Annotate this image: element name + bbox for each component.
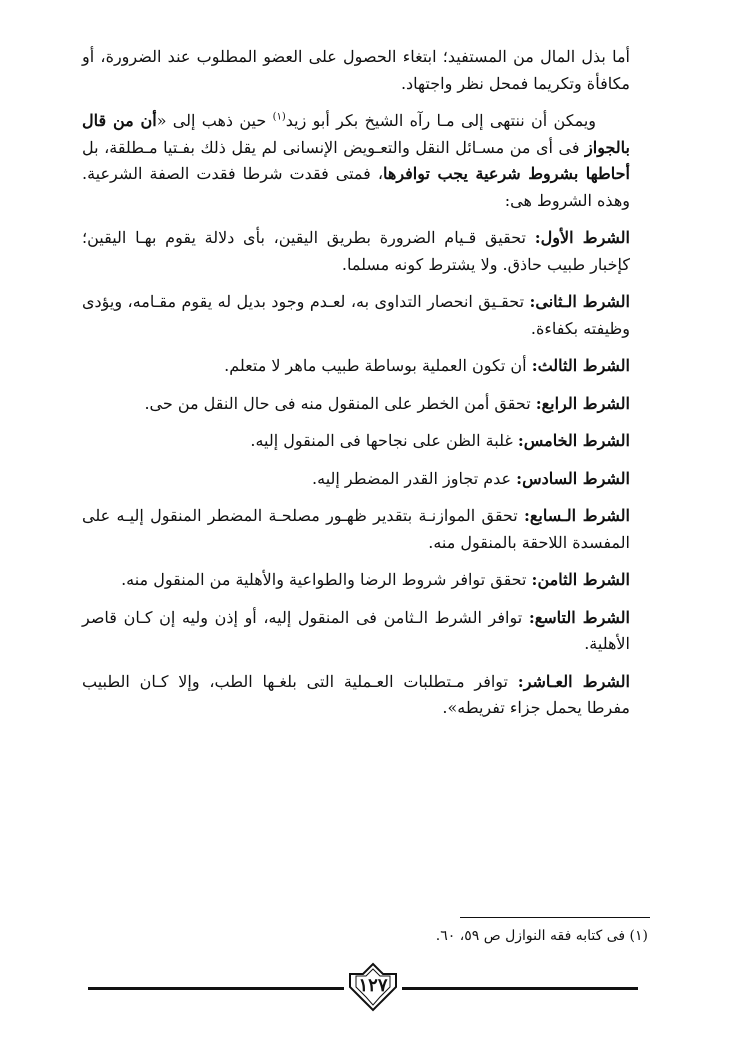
para2-mid: حين ذهب إلى « xyxy=(156,111,273,130)
condition-4 xyxy=(82,391,630,418)
condition-label: الشرط الـثانى: xyxy=(529,292,630,311)
condition-6 xyxy=(82,466,630,493)
para2-bold-2: أحاطها بشروط شرعية يجب توافرها xyxy=(383,164,630,183)
condition-text: تحقيق قـيام الضرورة بطريق اليقين، بأى دلالة يقوم بهـا اليقين؛ كإخبار طبيب حاذق. ولا يشترط كونه مسلما. xyxy=(82,228,630,274)
bottom-rule-right xyxy=(402,987,638,990)
condition-label: الشرط الثالث: xyxy=(531,356,630,375)
page-number-badge xyxy=(346,962,400,1012)
condition-10 xyxy=(82,669,630,722)
condition-text: عدم تجاوز القدر المضطر إليه. xyxy=(312,468,517,488)
footnote-ref: (١) xyxy=(272,111,286,123)
condition-label: الشرط الخامس: xyxy=(517,431,630,450)
condition-label: الشرط الـسابع: xyxy=(523,506,630,525)
condition-text: أن تكون العملية بوساطة طبيب ماهر لا متعلم. xyxy=(224,356,532,375)
condition-7 xyxy=(82,503,630,556)
para2-mid-2: فى أى من مسـائل النقل والتعـويض الإنسانى لم يقل ذلك بفـتيا مـطلقة، بل xyxy=(82,137,586,157)
condition-text: تحقـيق انحصار التداوى به، لعـدم وجود بديل له يقوم مقـامه، ويؤدى وظيفته بكفاءة. xyxy=(82,292,630,338)
para2-bold-1: أن من قال بالجواز xyxy=(82,111,630,157)
para2-end: ، فمتى فقدت شرطا فقدت الصفة الشرعية. وهذه الشروط هى: xyxy=(82,164,630,210)
condition-label: الشرط العـاشر: xyxy=(517,671,630,691)
condition-2 xyxy=(82,289,630,342)
footnote: (١) فى كتابه فقه النوازل ص ٥٩، ٦٠. xyxy=(435,928,648,944)
body-text xyxy=(82,44,630,733)
condition-3 xyxy=(82,353,630,380)
bottom-rule-left xyxy=(88,987,344,990)
condition-text: تحقق الموازنـة بتقدير ظهـور مصلحـة المضطر المنقول إليـه على المفسدة اللاحقة بالمنقول منه. xyxy=(82,506,630,552)
condition-text: توافر مـتطلبات العـملية التى بلغـها الطب، وإلا كـان الطبيب مفرطا يحمل جزاء تفريطه». xyxy=(82,671,630,717)
condition-text: غلبة الظن على نجاحها فى المنقول إليه. xyxy=(250,431,518,450)
condition-text: تحقق أمن الخطر على المنقول منه فى حال النقل من حى. xyxy=(144,393,536,413)
condition-label: الشرط الأول: xyxy=(534,228,630,247)
condition-1 xyxy=(82,225,630,278)
paragraph-conditions-intro xyxy=(82,108,630,214)
footnote-divider xyxy=(460,917,650,918)
page-number: ١٢٧ xyxy=(358,975,388,996)
condition-9 xyxy=(82,605,630,658)
condition-label: الشرط التاسع: xyxy=(528,607,631,627)
condition-text: تحقق توافر شروط الرضا والطواعية والأهلية من المنقول منه. xyxy=(121,570,532,589)
paragraph-intro: أما بذل المال من المستفيد؛ ابتغاء الحصول على العضو المطلوب عند الضرورة، أو مكافأة وتكريما فمحل نظر واجتهاد. xyxy=(82,47,630,93)
condition-label: الشرط الرابع: xyxy=(535,393,630,413)
condition-text: توافر الشرط الـثامن فى المنقول إليه، أو إذن وليه إن كـان قاصر الأهلية. xyxy=(82,607,630,653)
condition-label: الشرط السادس: xyxy=(516,468,630,488)
para2-start: ويمكن أن ننتهى إلى مـا رآه الشيخ بكر أبو زيد xyxy=(285,111,597,130)
condition-label: الشرط الثامن: xyxy=(531,570,630,589)
condition-8 xyxy=(82,567,630,594)
condition-5 xyxy=(82,428,630,455)
